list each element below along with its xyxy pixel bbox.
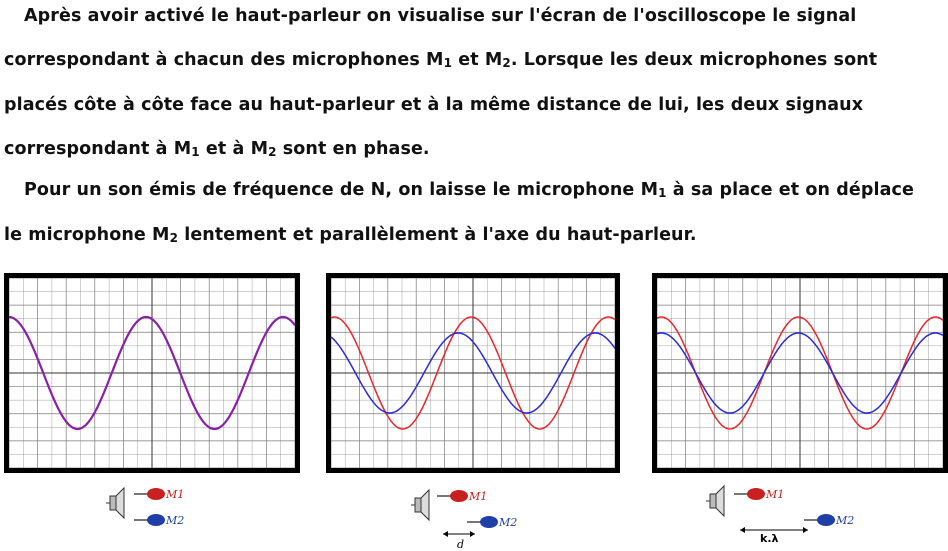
oscilloscope-screen-2 (326, 273, 620, 473)
oscilloscope-screen-3 (652, 273, 948, 473)
oscilloscope-grid (9, 278, 295, 468)
intro-line-2: correspondant à chacun des microphones $M_1$ et $M_2$. Lorsque les deux microphones sont (4, 50, 878, 70)
m2-label: M2 (499, 516, 518, 529)
m1-label: M1 (766, 488, 785, 501)
m2-label: M2 (836, 514, 855, 527)
m2-label: M2 (166, 514, 185, 527)
speaker-icon (706, 486, 724, 516)
microphone-m2-icon (134, 514, 165, 526)
m1-label: M1 (469, 490, 488, 503)
procedure-line-2: le microphone $M_2$ lentement et parallèlement à l'axe du haut-parleur. (4, 225, 697, 245)
speaker-icon (106, 488, 124, 518)
d-label: d (457, 538, 465, 551)
setup-diagram-2 (405, 478, 605, 551)
oscilloscope-grid (331, 278, 615, 468)
speaker-icon (411, 490, 429, 520)
intro-line-3: placés côte à côte face au haut-parleur et à la même distance de lui, les deux signaux (4, 95, 864, 115)
microphone-m2-icon (804, 514, 835, 526)
m1-label: M1 (166, 488, 185, 501)
microphone-m2-icon (467, 516, 498, 528)
intro-paragraph (4, 0, 944, 172)
k-lambda-label: k.λ (760, 532, 779, 545)
procedure-line-1: Pour un son émis de fréquence de N, on laisse le microphone $M_1$ à sa place et on déplace (24, 180, 914, 200)
intro-line-1: Après avoir activé le haut-parleur on visualise sur l'écran de l'oscilloscope le signal (24, 6, 857, 26)
microphone-m1-icon (734, 488, 765, 500)
displacement-arrow (443, 531, 475, 537)
oscilloscope-screen-1 (4, 273, 300, 473)
setup-diagram-1 (100, 478, 300, 548)
intro-line-4: correspondant à $M_1$ et à $M_2$ sont en phase. (4, 139, 430, 159)
microphone-m1-icon (437, 490, 468, 502)
setup-diagram-3 (700, 478, 900, 548)
microphone-m1-icon (134, 488, 165, 500)
procedure-paragraph (4, 168, 944, 258)
oscilloscope-grid (657, 278, 943, 468)
